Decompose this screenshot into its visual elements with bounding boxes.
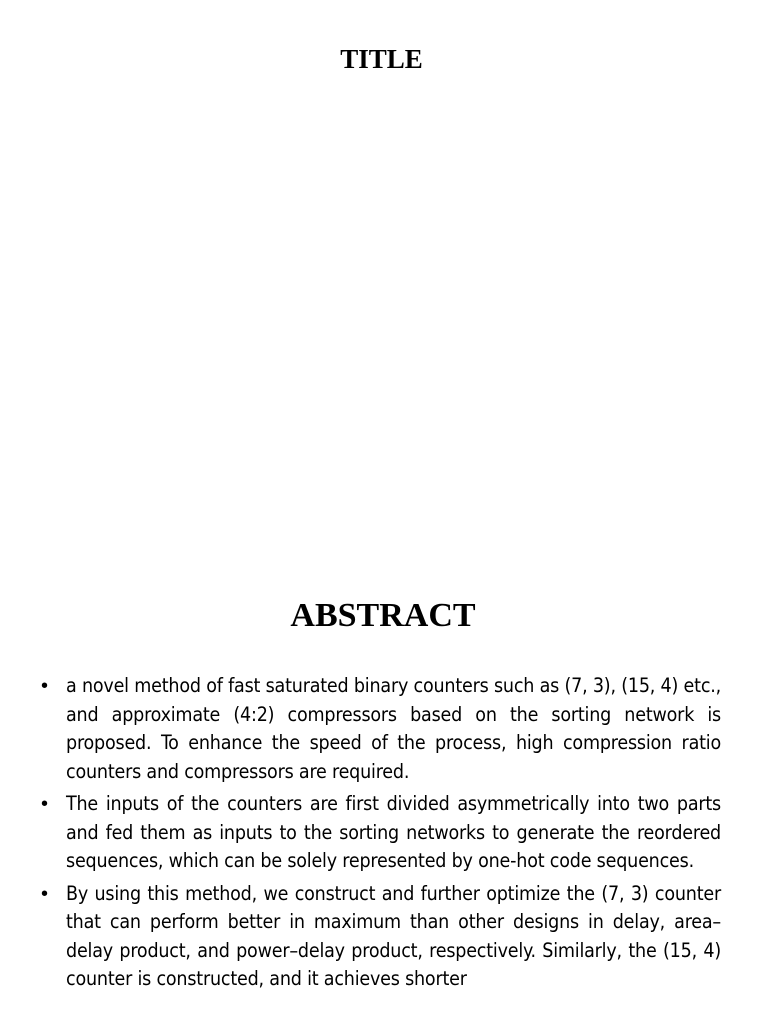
abstract-heading: ABSTRACT — [290, 597, 476, 634]
bullet-text: a novel method of fast saturated binary counters such as (7, 3), (15, 4) etc., and approximate (4:2) compressors based on the sorting network is proposed. To enhance the speed of the process, high compression ratio counters and compressors are required. — [66, 674, 721, 783]
abstract-bullet-list — [0, 672, 768, 998]
bullet-icon: • — [41, 882, 49, 905]
bullet-icon: • — [41, 793, 49, 815]
abstract-bullet-3 — [0, 880, 768, 994]
bullet-text: By using this method, we construct and further optimize the (7, 3) counter that can perform better in maximum than other designs in delay, area– delay product, and power–delay product, respectively. Similarly, the (15, 4) counter is constructed, and it achieves shorter — [66, 881, 721, 990]
bullet-icon: • — [41, 675, 49, 697]
page-title: TITLE — [340, 44, 423, 74]
abstract-bullet-1 — [0, 672, 768, 786]
abstract-bullet-2 — [0, 790, 768, 876]
bullet-text: The inputs of the counters are first divided asymmetrically into two parts and fed them as inputs to the sorting networks to generate the reordered sequences, which can be solely represented by one-hot code sequences. — [66, 792, 721, 872]
